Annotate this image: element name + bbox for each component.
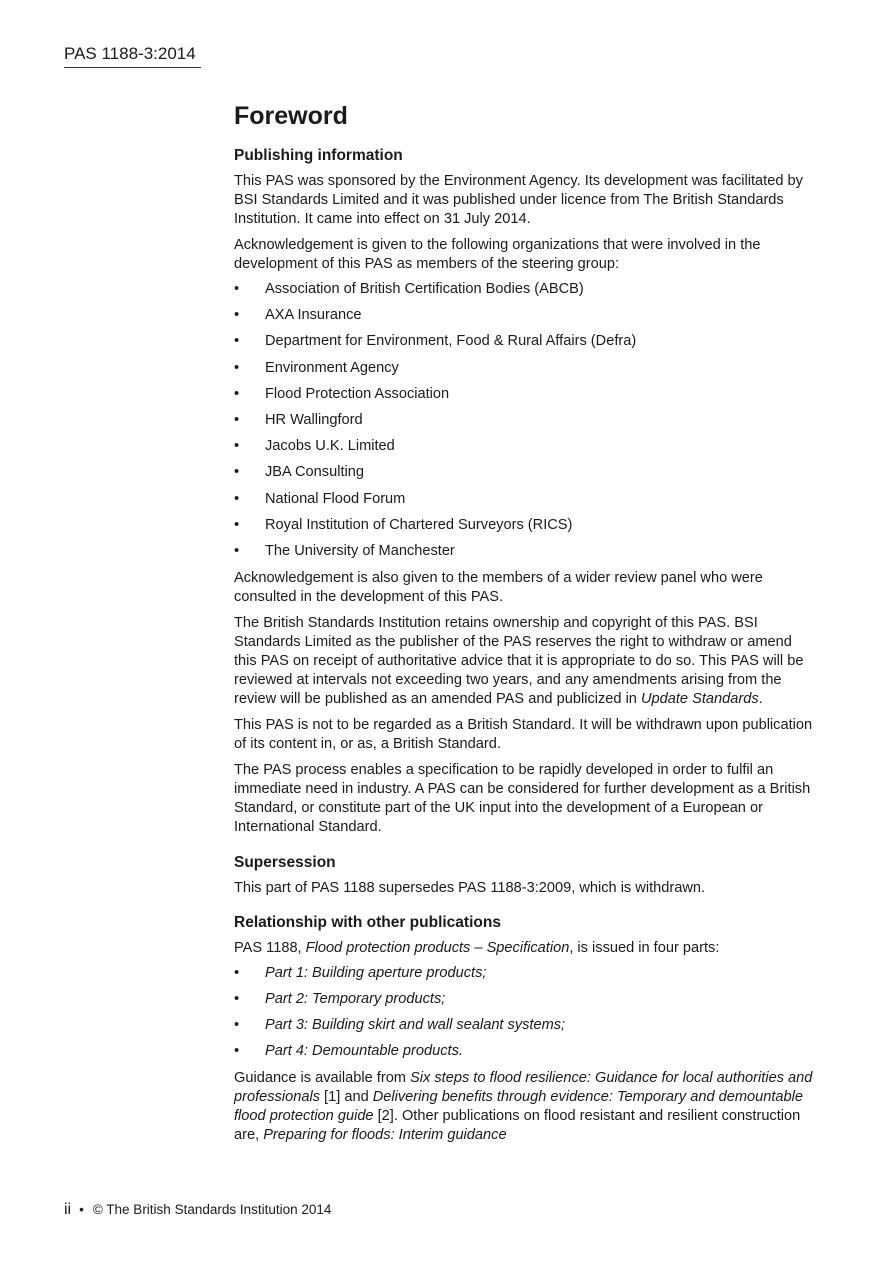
guidance-paragraph: Guidance is available from Six steps to flood resilience: Guidance for local authorities and professionals [1] and Delivering benefits through evidence: Temporary and demountable flood protection guide [2]. Other publications on flood resistant and resilient construction are, Preparing for floods: Interim guidance (234, 1070, 813, 1144)
list-item: • Environment Agency (234, 359, 399, 376)
relationship-heading: Relationship with other publications (234, 913, 501, 931)
list-item: • JBA Consulting (234, 464, 364, 481)
bullet-icon: • (234, 516, 240, 533)
bullet-icon: • (234, 281, 240, 297)
relationship-intro: PAS 1188, Flood protection products – Specification, is issued in four parts: (234, 939, 720, 956)
foreword-section (234, 101, 816, 1152)
publishing-paragraph-4: The British Standards Institution retains ownership and copyright of this PAS. BSI Standards Limited as the publisher of the PAS reserves the right to withdraw or amend this PAS on receipt of authoritative advice that it is appropriate to do so. This PAS will be reviewed at intervals not exceeding two years, and any amendments arising from the review will be published as an amended PAS and publicized in Update Standards. (234, 614, 804, 707)
list-item: • National Flood Forum (234, 490, 406, 507)
publishing-paragraph-2: Acknowledgement is given to the following organizations that were involved in the development of this PAS as members of the steering group: (234, 237, 761, 272)
publishing-paragraph-3: Acknowledgement is also given to the members of a wider review panel who were consulted in the development of this PAS. (234, 569, 763, 605)
list-item: • The University of Manchester (234, 542, 455, 559)
list-item: • AXA Insurance (234, 307, 362, 324)
bullet-icon: • (234, 464, 240, 481)
bullet-icon: • (234, 385, 240, 402)
bullet-icon: • (234, 542, 240, 559)
list-item: • Part 3: Building skirt and wall sealant systems; (234, 1017, 566, 1034)
bullet-icon: • (234, 1043, 240, 1060)
bullet-icon: • (234, 359, 240, 376)
list-item: • Flood Protection Association (234, 385, 450, 402)
bullet-icon: • (234, 307, 240, 324)
list-item: • Part 2: Temporary products; (234, 991, 446, 1008)
bullet-icon: • (234, 438, 240, 455)
list-item: • Royal Institution of Chartered Surveyors (RICS) (234, 516, 573, 533)
page-footer (64, 1201, 331, 1219)
page-number: ii (64, 1201, 72, 1218)
separator-dot-icon: • (79, 1202, 84, 1217)
steering-group-list (234, 280, 816, 563)
list-item: • Part 4: Demountable products. (234, 1043, 463, 1060)
parts-list (234, 964, 816, 1064)
list-item: • Department for Environment, Food & Rural Affairs (Defra) (234, 333, 637, 350)
publishing-paragraph-6: The PAS process enables a specification to be rapidly developed in order to fulfil an immediate need in industry. A PAS can be considered for further development as a British Standard, or constitute part of the UK input into the development of a European or International Standard. (234, 761, 811, 835)
publishing-information-heading: Publishing information (234, 147, 403, 164)
publishing-paragraph-5: This PAS is not to be regarded as a British Standard. It will be withdrawn upon publication of its content in, or as, a British Standard. (234, 716, 813, 752)
supersession-text: This part of PAS 1188 supersedes PAS 1188-3:2009, which is withdrawn. (234, 879, 706, 896)
bullet-icon: • (234, 490, 240, 507)
document-identifier: PAS 1188-3:2014 (64, 44, 201, 68)
list-item: • Association of British Certification Bodies (ABCB) (234, 281, 584, 297)
list-item: • Part 1: Building aperture products; (234, 964, 487, 981)
supersession-heading: Supersession (234, 853, 336, 871)
publishing-paragraph-1: This PAS was sponsored by the Environment Agency. Its development was facilitated by BSI Standards Limited and it was published under licence from The British Standards Institution. It came into effect on 31 July 2014. (234, 173, 803, 227)
list-item: • Jacobs U.K. Limited (234, 438, 395, 455)
list-item: • HR Wallingford (234, 411, 363, 428)
bullet-icon: • (234, 964, 240, 981)
bullet-icon: • (234, 333, 240, 350)
bullet-icon: • (234, 1017, 240, 1034)
page-title: Foreword (234, 102, 348, 130)
bullet-icon: • (234, 991, 240, 1008)
bullet-icon: • (234, 411, 240, 428)
copyright-notice: © The British Standards Institution 2014 (92, 1202, 332, 1217)
